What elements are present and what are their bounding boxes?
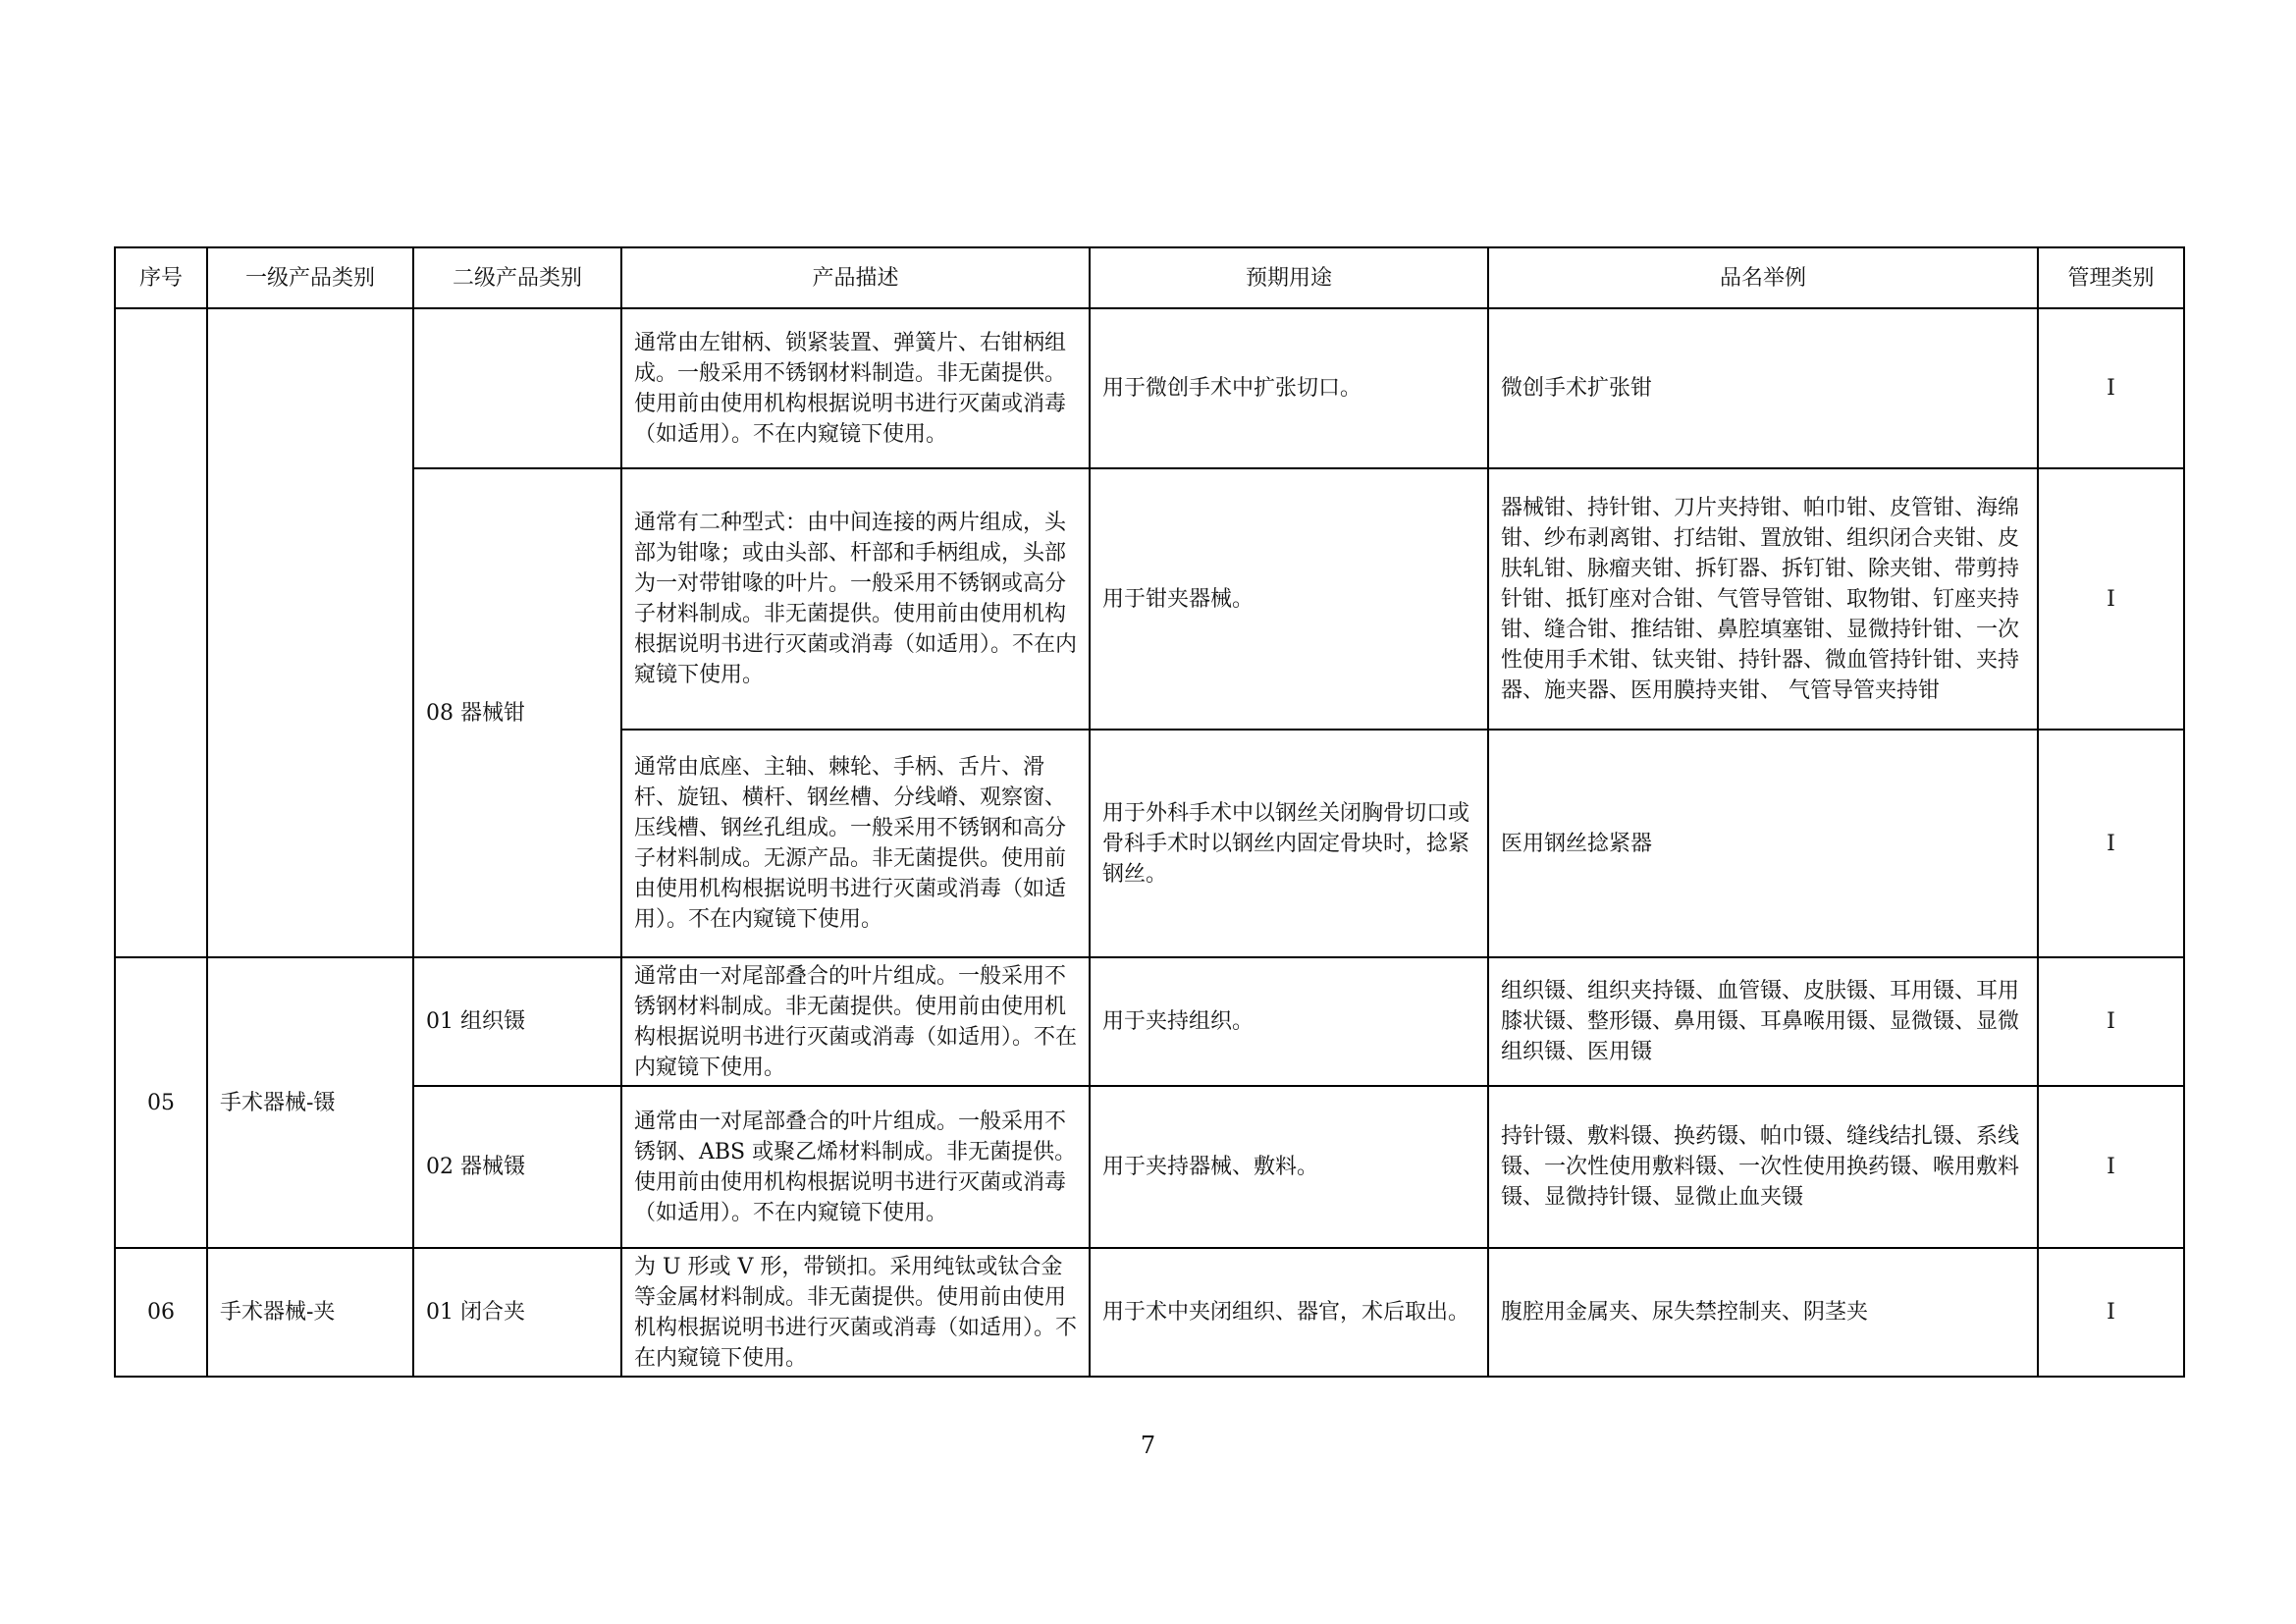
header-primary-category: 一级产品类别 xyxy=(207,247,413,308)
cell-examples: 组织镊、组织夹持镊、血管镊、皮肤镊、耳用镊、耳用膝状镊、整形镊、鼻用镊、耳鼻喉用镊、显微镊、显微组织镊、医用镊 xyxy=(1488,957,2038,1086)
cell-examples: 腹腔用金属夹、尿失禁控制夹、阴茎夹 xyxy=(1488,1248,2038,1377)
cell-primary-category: 手术器械-夹 xyxy=(207,1248,413,1377)
cell-description: 通常由一对尾部叠合的叶片组成。一般采用不锈钢材料制成。非无菌提供。使用前由使用机构根据说明书进行灭菌或消毒（如适用）。不在内窥镜下使用。 xyxy=(621,957,1090,1086)
cell-description: 通常由左钳柄、锁紧装置、弹簧片、右钳柄组成。一般采用不锈钢材料制造。非无菌提供。使用前由使用机构根据说明书进行灭菌或消毒（如适用）。不在内窥镜下使用。 xyxy=(621,308,1090,468)
table-row xyxy=(115,1248,2184,1377)
header-description: 产品描述 xyxy=(621,247,1090,308)
header-no: 序号 xyxy=(115,247,207,308)
header-secondary-category: 二级产品类别 xyxy=(413,247,621,308)
cell-secondary-category: 01 组织镊 xyxy=(413,957,621,1086)
cell-primary-category: 手术器械-镊 xyxy=(207,957,413,1248)
cell-class: I xyxy=(2038,730,2184,957)
cell-primary-category xyxy=(207,308,413,957)
header-intended-use: 预期用途 xyxy=(1090,247,1488,308)
cell-examples: 医用钢丝捻紧器 xyxy=(1488,730,2038,957)
cell-secondary-category: 08 器械钳 xyxy=(413,468,621,957)
cell-intended-use: 用于夹持器械、敷料。 xyxy=(1090,1086,1488,1248)
cell-intended-use: 用于钳夹器械。 xyxy=(1090,468,1488,730)
cell-intended-use: 用于术中夹闭组织、器官，术后取出。 xyxy=(1090,1248,1488,1377)
cell-no: 06 xyxy=(115,1248,207,1377)
cell-class: I xyxy=(2038,468,2184,730)
cell-examples: 持针镊、敷料镊、换药镊、帕巾镊、缝线结扎镊、系线镊、一次性使用敷料镊、一次性使用换药镊、喉用敷料镊、显微持针镊、显微止血夹镊 xyxy=(1488,1086,2038,1248)
cell-description: 通常由一对尾部叠合的叶片组成。一般采用不锈钢、ABS 或聚乙烯材料制成。非无菌提供。使用前由使用机构根据说明书进行灭菌或消毒（如适用）。不在内窥镜下使用。 xyxy=(621,1086,1090,1248)
cell-class: I xyxy=(2038,1248,2184,1377)
cell-description: 为 U 形或 V 形，带锁扣。采用纯钛或钛合金等金属材料制成。非无菌提供。使用前由使用机构根据说明书进行灭菌或消毒（如适用）。不在内窥镜下使用。 xyxy=(621,1248,1090,1377)
table-row xyxy=(115,468,2184,730)
cell-secondary-category: 02 器械镊 xyxy=(413,1086,621,1248)
cell-intended-use: 用于夹持组织。 xyxy=(1090,957,1488,1086)
table-row xyxy=(115,957,2184,1086)
header-examples: 品名举例 xyxy=(1488,247,2038,308)
cell-intended-use: 用于外科手术中以钢丝关闭胸骨切口或骨科手术时以钢丝内固定骨块时，捻紧钢丝。 xyxy=(1090,730,1488,957)
cell-secondary-category: 01 闭合夹 xyxy=(413,1248,621,1377)
cell-class: I xyxy=(2038,957,2184,1086)
cell-class: I xyxy=(2038,1086,2184,1248)
catalog-table xyxy=(114,246,2185,1378)
table-row xyxy=(115,1086,2184,1248)
cell-no xyxy=(115,308,207,957)
cell-class: I xyxy=(2038,308,2184,468)
cell-examples: 微创手术扩张钳 xyxy=(1488,308,2038,468)
header-row xyxy=(115,247,2184,308)
cell-description: 通常由底座、主轴、棘轮、手柄、舌片、滑杆、旋钮、横杆、钢丝槽、分线嵴、观察窗、压线槽、钢丝孔组成。一般采用不锈钢和高分子材料制成。无源产品。非无菌提供。使用前由使用机构根据说明书进行灭菌或消毒（如适用）。不在内窥镜下使用。 xyxy=(621,730,1090,957)
table-row xyxy=(115,308,2184,468)
page-number: 7 xyxy=(1140,1432,1156,1459)
cell-secondary-category xyxy=(413,308,621,468)
cell-intended-use: 用于微创手术中扩张切口。 xyxy=(1090,308,1488,468)
cell-examples: 器械钳、持针钳、刀片夹持钳、帕巾钳、皮管钳、海绵钳、纱布剥离钳、打结钳、置放钳、组织闭合夹钳、皮肤轧钳、脉瘤夹钳、拆钉器、拆钉钳、除夹钳、带剪持针钳、抵钉座对合钳、气管导管钳、取物钳、钉座夹持钳、缝合钳、推结钳、鼻腔填塞钳、显微持针钳、一次性使用手术钳、钛夹钳、持针器、微血管持针钳、夹持器、施夹器、医用膜持夹钳、 气管导管夹持钳 xyxy=(1488,468,2038,730)
cell-no: 05 xyxy=(115,957,207,1248)
cell-description: 通常有二种型式：由中间连接的两片组成，头部为钳喙；或由头部、杆部和手柄组成，头部为一对带钳喙的叶片。一般采用不锈钢或高分子材料制成。非无菌提供。使用前由使用机构根据说明书进行灭菌或消毒（如适用）。不在内窥镜下使用。 xyxy=(621,468,1090,730)
header-class: 管理类别 xyxy=(2038,247,2184,308)
